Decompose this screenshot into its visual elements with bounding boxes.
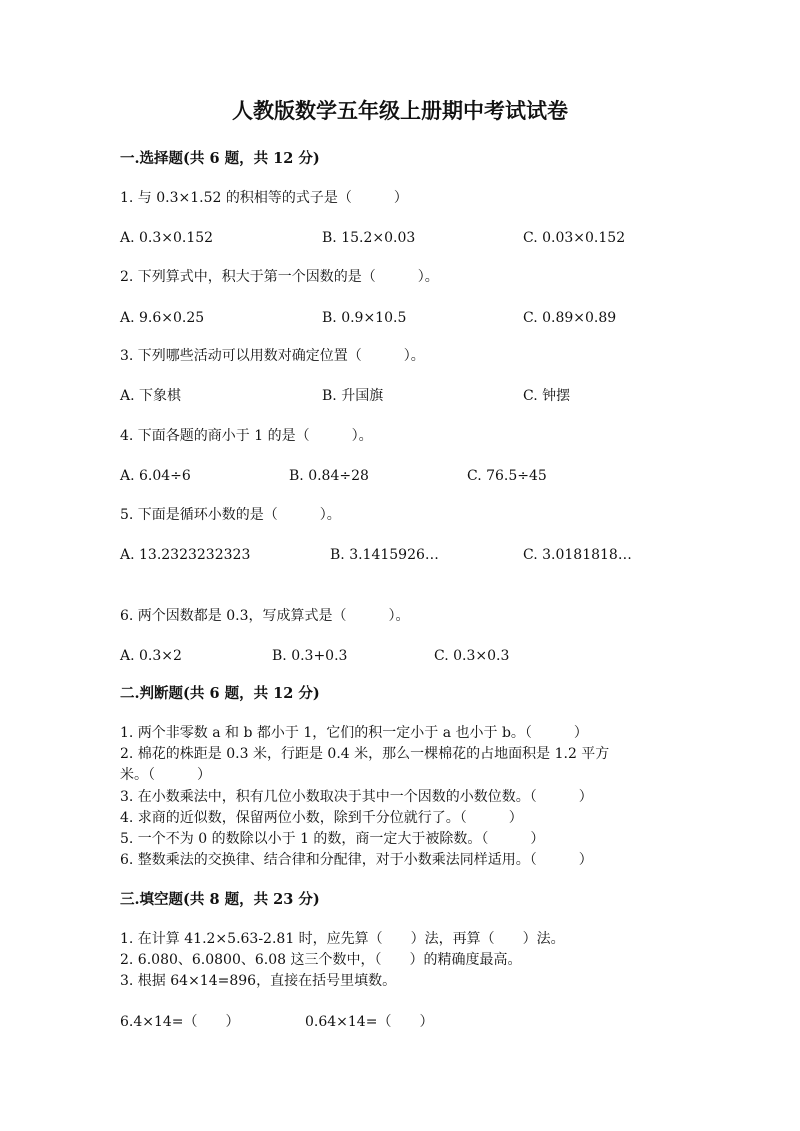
section-heading-fill: 三.填空题(共 8 题，共 23 分) <box>120 891 320 908</box>
fill-item: 1. 在计算 41.2×5.63-2.81 时，应先算（ ）法，再算（ ）法。 <box>120 931 565 947</box>
option-b: B. 0.3+0.3 <box>272 648 348 664</box>
option-a: A. 9.6×0.25 <box>120 310 205 326</box>
fill-blank-1: 6.4×14=（ ） <box>120 1014 240 1030</box>
option-a: A. 13.2323232323 <box>120 547 251 563</box>
question-stem: 4. 下面各题的商小于 1 的是（ ）。 <box>120 428 373 444</box>
option-c: C. 3.0181818… <box>523 547 632 563</box>
section-heading-choice: 一.选择题(共 6 题，共 12 分) <box>120 150 320 167</box>
option-a: A. 6.04÷6 <box>120 468 191 484</box>
option-b: B. 3.1415926… <box>330 547 439 563</box>
question-stem: 3. 下列哪些活动可以用数对确定位置（ ）。 <box>120 348 425 364</box>
question-stem: 5. 下面是循环小数的是（ ）。 <box>120 507 341 523</box>
option-c: C. 76.5÷45 <box>467 468 547 484</box>
judgment-item: 5. 一个不为 0 的数除以小于 1 的数，商一定大于被除数。（ ） <box>120 831 545 847</box>
option-b: B. 0.9×10.5 <box>322 310 407 326</box>
question-stem: 6. 两个因数都是 0.3，写成算式是（ ）。 <box>120 608 410 624</box>
judgment-item-continued: 米。（ ） <box>120 767 211 783</box>
judgment-item: 1. 两个非零数 a 和 b 都小于 1，它们的积一定小于 a 也小于 b。（ ） <box>120 725 588 741</box>
option-c: C. 钟摆 <box>523 388 571 404</box>
option-c: C. 0.3×0.3 <box>434 648 510 664</box>
option-a: A. 0.3×0.152 <box>120 230 214 246</box>
judgment-item: 4. 求商的近似数，保留两位小数，除到千分位就行了。（ ） <box>120 810 523 826</box>
judgment-item: 6. 整数乘法的交换律、结合律和分配律，对于小数乘法同样适用。（ ） <box>120 852 593 868</box>
option-b: B. 15.2×0.03 <box>322 230 416 246</box>
option-a: A. 下象棋 <box>120 388 182 404</box>
question-stem: 1. 与 0.3×1.52 的积相等的式子是（ ） <box>120 190 408 206</box>
option-c: C. 0.03×0.152 <box>523 230 626 246</box>
option-b: B. 升国旗 <box>322 388 384 404</box>
fill-item: 2. 6.080、6.0800、6.08 这三个数中，（ ）的精确度最高。 <box>120 952 522 968</box>
option-b: B. 0.84÷28 <box>289 468 369 484</box>
section-heading-judgment: 二.判断题(共 6 题，共 12 分) <box>120 685 320 702</box>
judgment-item: 2. 棉花的株距是 0.3 米，行距是 0.4 米，那么一棵棉花的占地面积是 1.2 平方 <box>120 746 610 762</box>
exam-title: 人教版数学五年级上册期中考试试卷 <box>232 98 568 123</box>
question-stem: 2. 下列算式中，积大于第一个因数的是（ ）。 <box>120 269 439 285</box>
fill-item: 3. 根据 64×14=896，直接在括号里填数。 <box>120 973 397 989</box>
judgment-item: 3. 在小数乘法中，积有几位小数取决于其中一个因数的小数位数。（ ） <box>120 789 593 805</box>
option-a: A. 0.3×2 <box>120 648 182 664</box>
option-c: C. 0.89×0.89 <box>523 310 617 326</box>
fill-blank-2: 0.64×14=（ ） <box>305 1014 434 1030</box>
